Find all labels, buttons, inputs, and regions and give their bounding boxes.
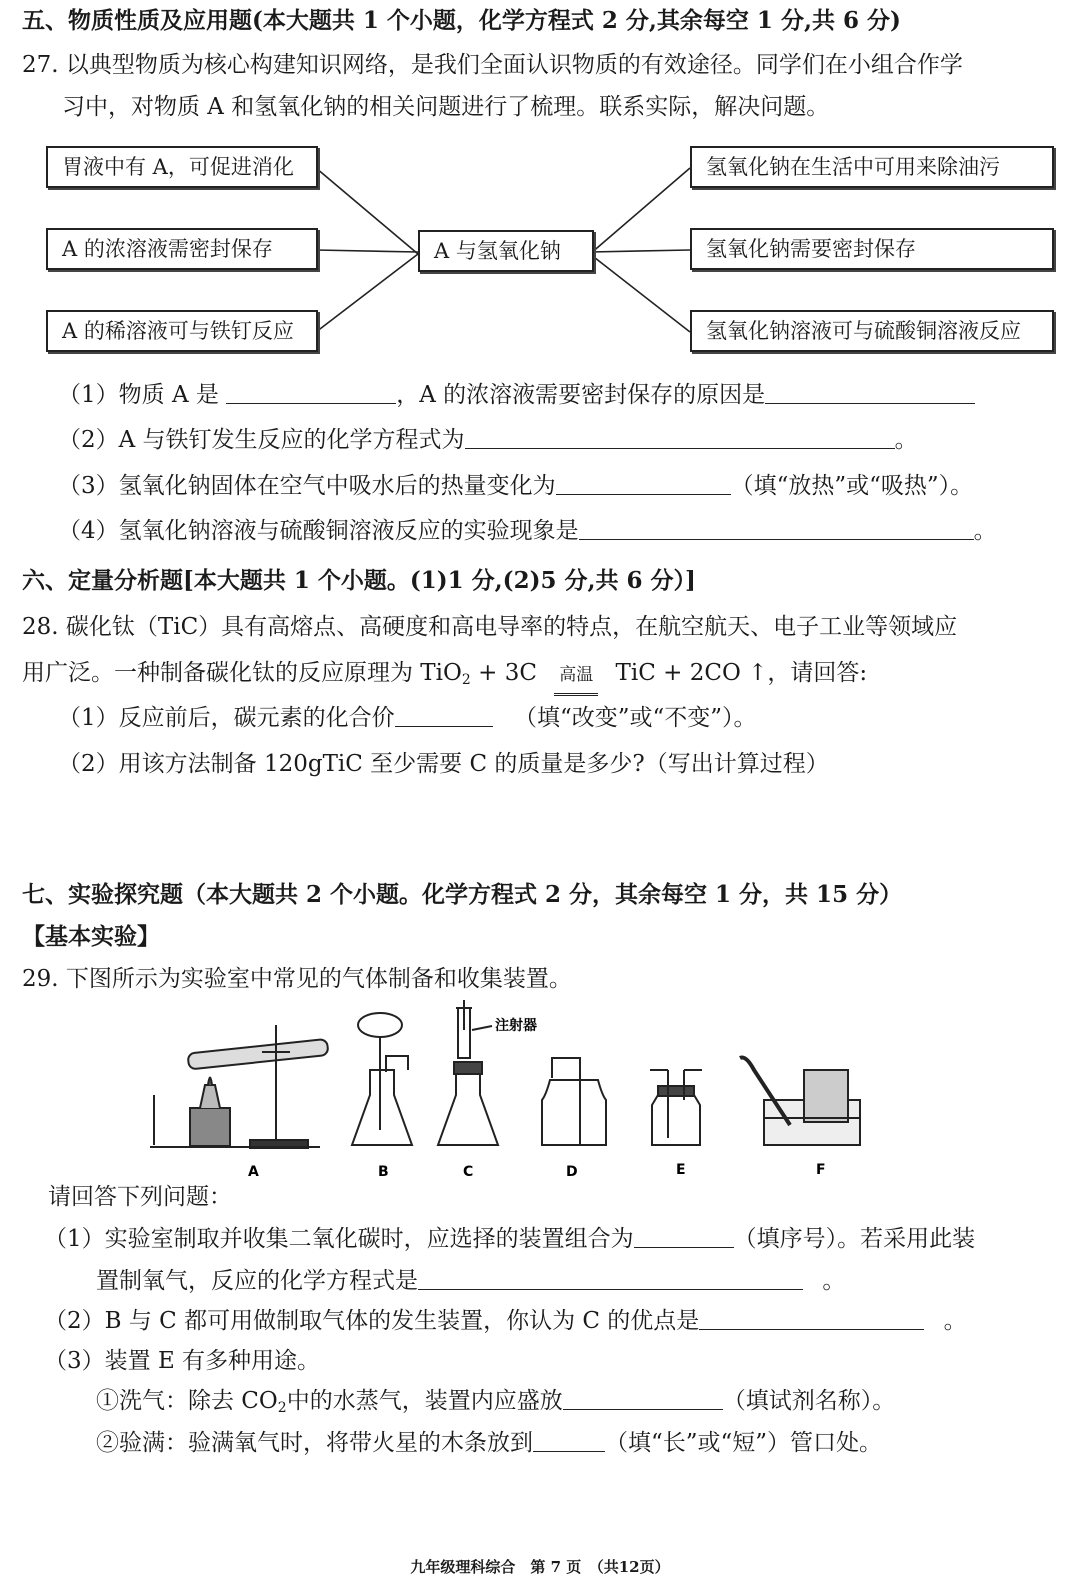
question-28-line-1: 28. 碳化钛（TiC）具有高熔点、高硬度和高电导率的特点，在航空航天、电子工业等领域应 bbox=[22, 614, 958, 640]
answer-prompt: 请回答下列问题： bbox=[48, 1184, 232, 1210]
q29-2-end: 。 bbox=[943, 1308, 967, 1334]
q28-sub-1 bbox=[58, 703, 757, 733]
q29-1-blank-b[interactable] bbox=[418, 1267, 803, 1290]
q27-sub-1 bbox=[58, 380, 975, 410]
q27-1-text-b: ，A 的浓溶液需要密封保存的原因是 bbox=[396, 382, 766, 408]
q27-3-text-b: （填“放热”或“吸热”）。 bbox=[730, 473, 974, 499]
syringe-label: 注射器 bbox=[495, 1018, 537, 1034]
q29-3-1-blank[interactable] bbox=[563, 1387, 723, 1410]
q28-1-blank[interactable] bbox=[395, 704, 493, 727]
apparatus-b-long-neck-funnel-flask bbox=[352, 1013, 412, 1145]
q28-text-b: + 3C bbox=[470, 660, 537, 686]
q29-2-blank[interactable] bbox=[699, 1307, 924, 1330]
q29-sub-2 bbox=[44, 1306, 967, 1336]
q27-sub-4 bbox=[58, 516, 997, 546]
q27-4-blank[interactable] bbox=[579, 517, 974, 540]
q27-2-blank[interactable] bbox=[465, 426, 895, 449]
q29-1-text-c: 置制氧气，反应的化学方程式是 bbox=[96, 1268, 418, 1294]
network-box-right-1: 氢氧化钠在生活中可用来除油污 bbox=[690, 146, 1054, 188]
q28-sub-2: （2）用该方法制备 120gTiC 至少需要 C 的质量是多少?（写出计算过程） bbox=[58, 751, 829, 777]
question-27-line-1: 27. 以典型物质为核心构建知识网络，是我们全面认识物质的有效途径。同学们在小组合作学 bbox=[22, 52, 963, 78]
q27-1-text-a: （1）物质 A 是 bbox=[58, 382, 219, 408]
apparatus-a-heating-setup bbox=[150, 1025, 328, 1148]
apparatus-d-gas-collecting-bottle bbox=[542, 1058, 606, 1145]
apparatus-label-f: F bbox=[816, 1162, 826, 1178]
q27-3-text-a: （3）氢氧化钠固体在空气中吸水后的热量变化为 bbox=[58, 473, 556, 499]
network-box-right-3: 氢氧化钠溶液可与硫酸铜溶液反应 bbox=[690, 310, 1054, 352]
q28-subscript: 2 bbox=[461, 672, 471, 688]
q29-3-1-text-b: 中的水蒸气，装置内应盛放 bbox=[286, 1388, 563, 1414]
page-footer: 九年级理科综合 第 7 页 （共12页） bbox=[410, 1558, 670, 1576]
network-box-right-2: 氢氧化钠需要密封保存 bbox=[690, 228, 1054, 270]
q29-3-2-text-b: （填“长”或“短”）管口处。 bbox=[605, 1430, 883, 1456]
question-29-text: 29. 下图所示为实验室中常见的气体制备和收集装置。 bbox=[22, 966, 572, 992]
q29-sub-3: （3）装置 E 有多种用途。 bbox=[44, 1348, 321, 1374]
question-27-line-2: 习中，对物质 A 和氢氧化钠的相关问题进行了梳理。联系实际，解决问题。 bbox=[62, 94, 830, 120]
q29-1-text-a: （1）实验室制取并收集二氧化碳时，应选择的装置组合为 bbox=[44, 1226, 634, 1252]
q27-3-blank[interactable] bbox=[556, 472, 731, 495]
basic-experiment-subheading: 【基本实验】 bbox=[22, 923, 160, 950]
q29-sub-1-line-1 bbox=[44, 1224, 975, 1254]
q29-sub-3-1 bbox=[96, 1386, 895, 1423]
apparatus-label-d: D bbox=[566, 1164, 578, 1180]
network-box-left-1: 胃液中有 A，可促进消化 bbox=[46, 146, 318, 188]
q28-1-text-b: （填“改变”或“不变”）。 bbox=[513, 705, 757, 731]
lab-apparatus-figure bbox=[150, 1000, 870, 1185]
q29-3-1-text-c: （填试剂名称）。 bbox=[722, 1388, 896, 1414]
q27-1-blank-b[interactable] bbox=[765, 381, 975, 404]
network-box-left-3: A 的稀溶液可与铁钉反应 bbox=[46, 310, 318, 352]
apparatus-c-syringe-flask bbox=[438, 1000, 498, 1145]
q29-sub-3-2 bbox=[96, 1428, 882, 1458]
q28-text-c: TiC + 2CO ↑，请回答: bbox=[615, 660, 868, 686]
q29-3-2-blank[interactable] bbox=[533, 1429, 605, 1452]
q27-4-text: （4）氢氧化钠溶液与硫酸铜溶液反应的实验现象是 bbox=[58, 518, 579, 544]
q27-sub-3 bbox=[58, 471, 973, 501]
apparatus-label-c: C bbox=[463, 1164, 474, 1180]
q29-3-1-subscript: 2 bbox=[277, 1400, 287, 1416]
apparatus-f-water-trough bbox=[740, 1058, 860, 1146]
reaction-condition: 高温 bbox=[554, 660, 598, 690]
apparatus-label-e: E bbox=[676, 1162, 686, 1178]
section-7-heading: 七、实验探究题（本大题共 2 个小题。化学方程式 2 分，其余每空 1 分，共 15 分） bbox=[22, 881, 903, 908]
apparatus-label-a: A bbox=[248, 1164, 259, 1180]
q29-3-2-text-a: ②验满：验满氧气时，将带火星的木条放到 bbox=[96, 1430, 533, 1456]
section-5-heading: 五、物质性质及应用题(本大题共 1 个小题，化学方程式 2 分,其余每空 1 分,共 6 分) bbox=[22, 7, 901, 34]
q27-1-blank-a[interactable] bbox=[226, 381, 396, 404]
question-28-line-2 bbox=[22, 658, 867, 695]
apparatus-e-wash-bottle bbox=[650, 1070, 702, 1145]
q29-1-end: 。 bbox=[822, 1268, 846, 1294]
q29-1-text-b: （填序号）。若采用此装 bbox=[733, 1226, 976, 1252]
network-box-left-2: A 的浓溶液需密封保存 bbox=[46, 228, 318, 270]
q29-3-1-text-a: ①洗气：除去 CO bbox=[96, 1388, 278, 1414]
section-6-heading: 六、定量分析题[本大题共 1 个小题。(1)1 分,(2)5 分,共 6 分）] bbox=[22, 567, 696, 594]
q28-text-a: 用广泛。一种制备碳化钛的反应原理为 TiO bbox=[22, 660, 462, 686]
q27-2-text: （2）A 与铁钉发生反应的化学方程式为 bbox=[58, 427, 465, 453]
q29-1-blank-a[interactable] bbox=[634, 1225, 734, 1248]
q29-2-text: （2）B 与 C 都可用做制取气体的发生装置，你认为 C 的优点是 bbox=[44, 1308, 700, 1334]
q27-4-end: 。 bbox=[973, 518, 997, 544]
q29-sub-1-line-2 bbox=[96, 1266, 845, 1296]
apparatus-label-b: B bbox=[378, 1164, 389, 1180]
q27-2-end: 。 bbox=[894, 427, 918, 453]
q27-sub-2 bbox=[58, 425, 918, 455]
network-box-center: A 与氢氧化钠 bbox=[418, 230, 594, 272]
q28-1-text-a: （1）反应前后，碳元素的化合价 bbox=[58, 705, 395, 731]
